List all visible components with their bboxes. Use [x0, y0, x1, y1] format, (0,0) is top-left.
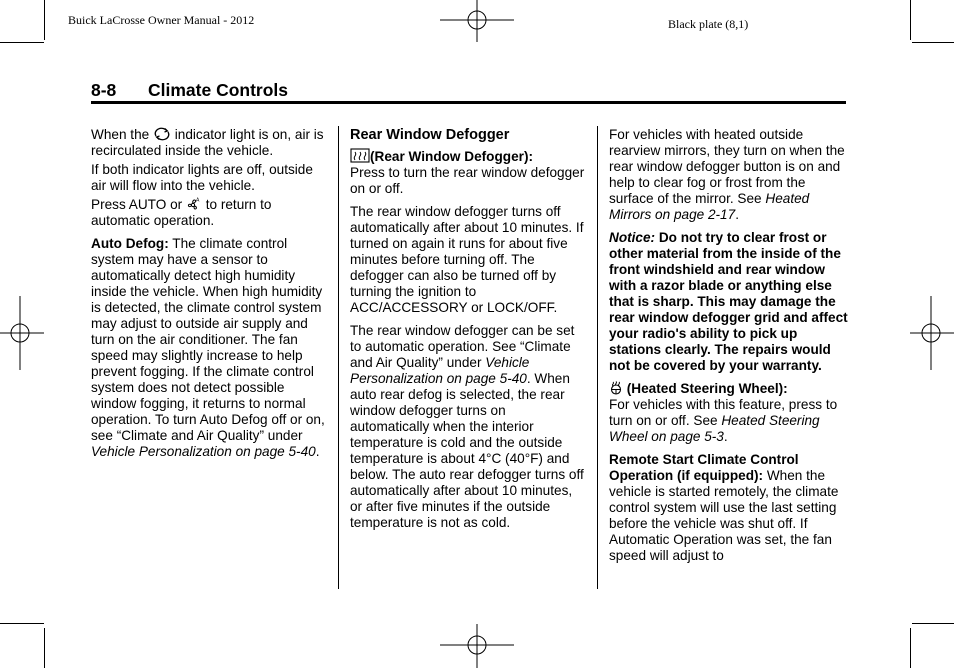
registration-mark-right	[910, 296, 954, 370]
fan-auto-icon	[186, 197, 202, 211]
recirculation-icon	[153, 127, 171, 141]
vehicle-personalization-link-2[interactable]: Vehicle Personalization on page 5-40	[350, 355, 530, 386]
heated-mirrors-link[interactable]: Heated Mirrors on page 2-17	[609, 191, 810, 222]
crop-mark-tr-v	[910, 0, 911, 40]
plate-label-right: Black plate (8,1)	[668, 17, 749, 31]
rear-defogger-icon	[350, 148, 370, 163]
auto-defog-paragraph: Auto Defog: The climate control system may have a sensor to automatically detect high humidity inside the vehicle. When high humidity is detected, the climate control system may adjust to outside air supply and turn on the air conditioner. The fan speed may slightly increase to help prevent fogging. If the climate control system does not detect possible window fogging, it returns to normal operation. To turn Auto Defog off or on, see “Climate and Air Quality” under Vehicle Personalization on page 5-40.	[91, 236, 325, 459]
crop-mark-bl-h	[0, 623, 44, 624]
registration-mark-bottom	[440, 624, 514, 668]
crop-mark-tl-h	[0, 42, 44, 43]
page-number: 8-8	[91, 80, 117, 100]
auto-rear-defog-paragraph: The rear window defogger can be set to automatic operation. See “Climate and Air Quality” under Vehicle Personalization on page 5-40. When auto rear defog is selected, the rear window defogger turns on automatically when the interior temperature is cold and the outside temperature is about 4°C (40°F) and below. The auto rear defogger turns off automatically after about 10 minutes, or after five minutes if the outside temperature is not as cold.	[350, 323, 584, 530]
vehicle-personalization-link[interactable]: Vehicle Personalization on page 5-40	[91, 444, 316, 459]
crop-mark-tl-v	[44, 0, 45, 40]
recirculation-paragraph: When the indicator light is on, air is recirculated inside the vehicle.	[91, 127, 324, 158]
header-rule	[91, 101, 846, 104]
page-title: Climate Controls	[148, 80, 289, 100]
crop-mark-br-v	[910, 628, 911, 668]
crop-mark-br-h	[912, 623, 954, 624]
heated-mirrors-paragraph: For vehicles with heated outside rearview mirrors, they turn on when the rear window defogger button is on and help to clear fog or frost from the surface of the mirror. See Heated Mirrors on page 2-17.	[609, 127, 845, 222]
notice-paragraph: Notice: Do not try to clear frost or other material from the inside of the front windshield and rear window with a razor blade or anything else that is sharp. This may damage the rear window defogger grid and affect your radio's ability to pick up stations clearly. The repairs would not be covered by your warranty.	[609, 230, 848, 373]
column-divider-1	[338, 126, 339, 589]
remote-start-paragraph: Remote Start Climate Control Operation (if equipped): When the vehicle is started remotely, the climate control system will use the last setting before the vehicle was shut off. If Automatic Operation was set, the fan speed will adjust to	[609, 452, 839, 563]
registration-mark-top	[440, 0, 514, 42]
defogger-timing-paragraph: The rear window defogger turns off automatically after about 10 minutes. If turned on again it runs for about five minutes before turning off. The defogger can also be turned off by turning the ignition to ACC/ACCESSORY or LOCK/OFF.	[350, 204, 584, 315]
rear-window-defogger-heading: Rear Window Defogger	[350, 127, 510, 143]
auto-return-paragraph: Press AUTO or A to return to automatic operation.	[91, 197, 272, 228]
column-divider-2	[597, 126, 598, 589]
rear-defogger-button-paragraph: (Rear Window Defogger): Press to turn the rear window defogger on or off.	[350, 149, 585, 196]
outside-air-paragraph: If both indicator lights are off, outside air will flow into the vehicle.	[91, 162, 313, 193]
svg-text:A: A	[195, 197, 200, 204]
heated-steering-wheel-paragraph: (Heated Steering Wheel): For vehicles with this feature, press to turn on or off. See Heated Steering Wheel on page 5-3.	[609, 381, 838, 444]
crop-mark-tr-h	[912, 42, 954, 43]
column-2	[350, 127, 588, 538]
heated-steering-wheel-icon	[609, 381, 623, 395]
crop-mark-bl-v	[44, 628, 45, 668]
column-1	[91, 127, 331, 467]
plate-label-left: Buick LaCrosse Owner Manual - 2012	[68, 13, 255, 27]
column-3	[609, 127, 849, 571]
heated-steering-wheel-link[interactable]: Heated Steering Wheel on page 5-3	[609, 413, 820, 444]
registration-mark-left	[0, 296, 44, 370]
